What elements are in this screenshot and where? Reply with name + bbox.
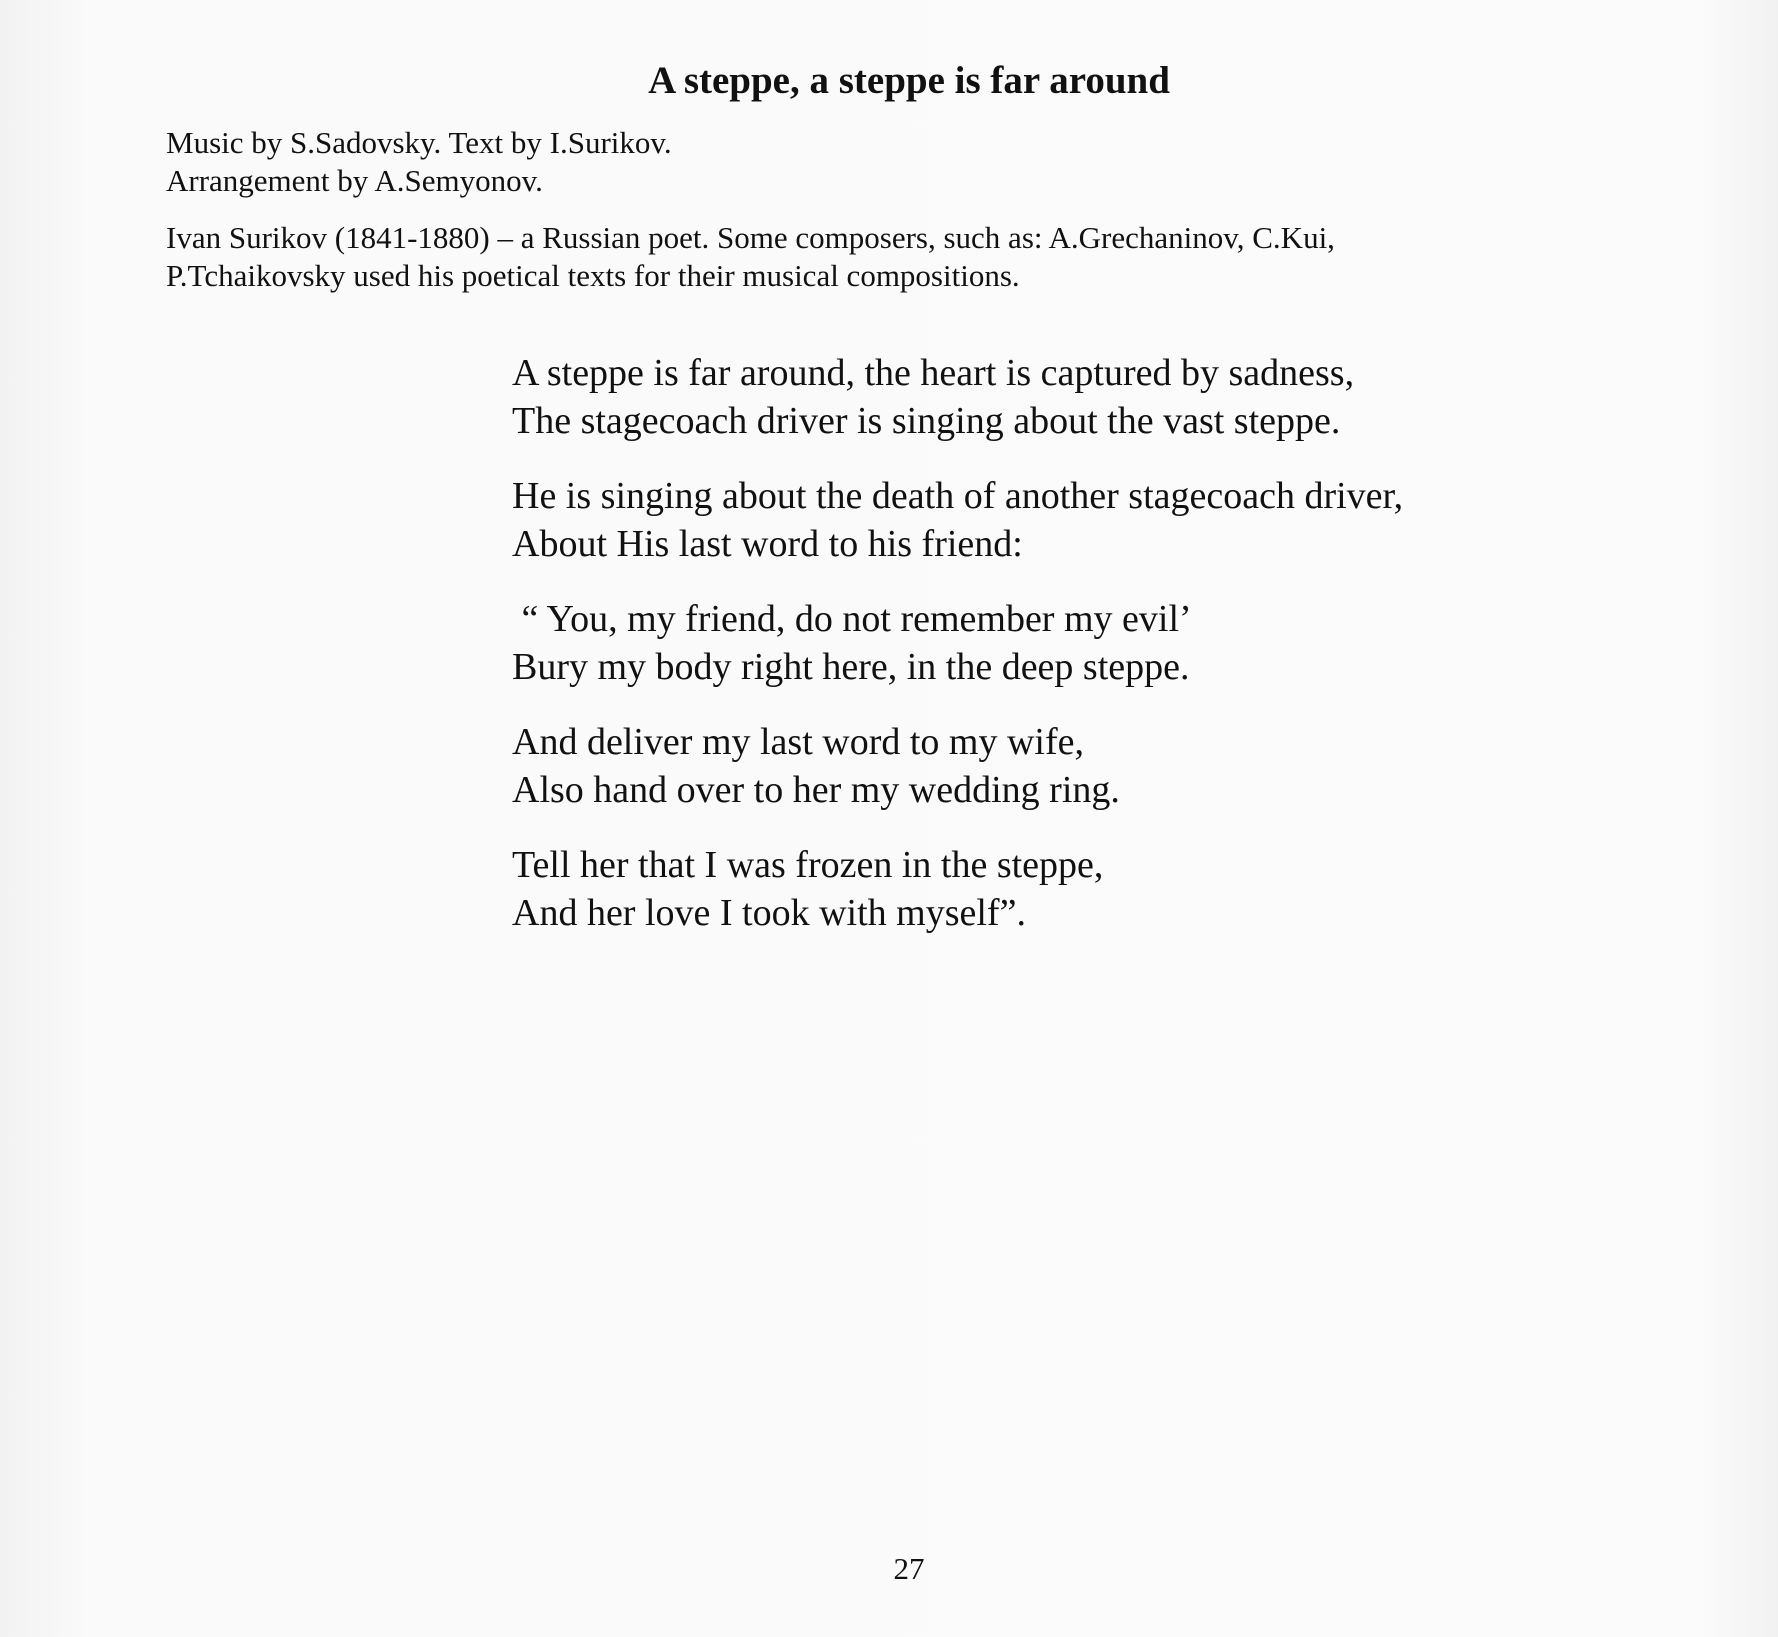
biography-line: Ivan Surikov (1841-1880) – a Russian poet. Some composers, such as: A.Grechaninov, C.Kui, <box>166 220 1335 255</box>
credits-music-text: Music by S.Sadovsky. Text by I.Surikov. <box>166 125 672 160</box>
verse-line: The stagecoach driver is singing about the vast steppe. <box>512 400 1341 442</box>
page-title: A steppe, a steppe is far around <box>648 59 1170 102</box>
stanza <box>512 841 1403 937</box>
credits-arrangement: Arrangement by A.Semyonov. <box>166 163 543 198</box>
verse-line: He is singing about the death of another stagecoach driver, <box>512 475 1404 517</box>
verse-line: A steppe is far around, the heart is captured by sadness, <box>512 352 1355 394</box>
verse-line: Also hand over to her my wedding ring. <box>512 769 1120 811</box>
verse-line: And her love I took with myself”. <box>512 892 1026 934</box>
credits-block <box>166 124 672 200</box>
verse-line: About His last word to his friend: <box>512 523 1023 565</box>
stanza <box>512 718 1403 814</box>
verse-line: And deliver my last word to my wife, <box>512 721 1085 763</box>
verse-line: “ You, my friend, do not remember my evil’ <box>512 598 1192 640</box>
stanza <box>512 595 1403 691</box>
stanza <box>512 349 1403 445</box>
stanza <box>512 472 1403 568</box>
biography-line: P.Tchaikovsky used his poetical texts for their musical compositions. <box>166 258 1020 293</box>
verse-line: Tell her that I was frozen in the steppe, <box>512 844 1104 886</box>
poem-text <box>512 349 1403 964</box>
verse-line: Bury my body right here, in the deep steppe. <box>512 646 1190 688</box>
page-number: 27 <box>893 1551 925 1586</box>
poet-biography <box>166 219 1335 295</box>
